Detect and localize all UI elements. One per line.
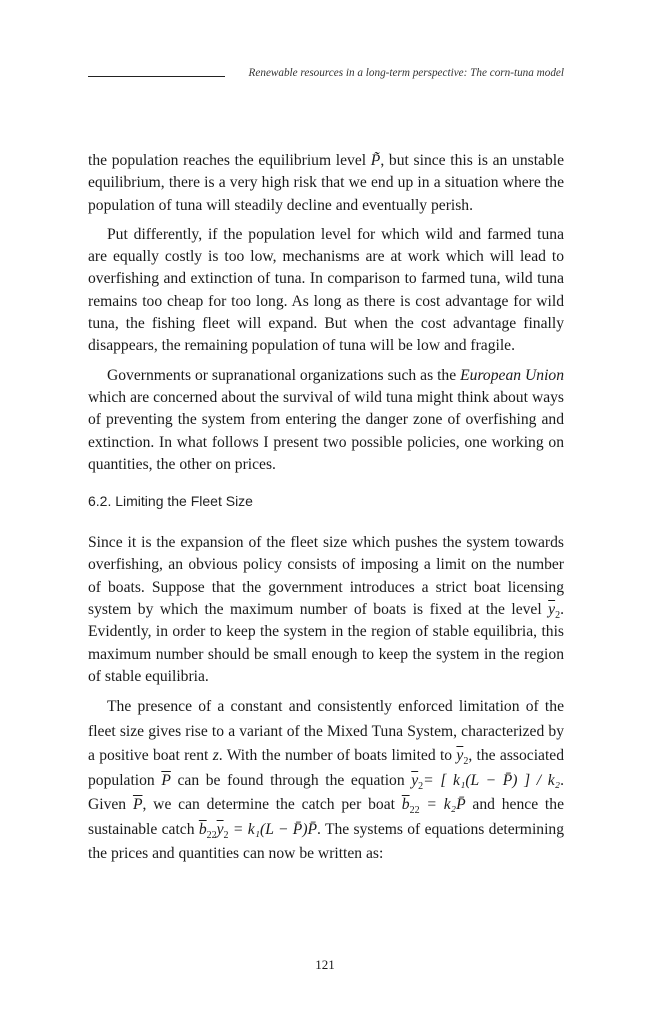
header-rule — [88, 76, 225, 77]
math-p-bar: $\overline{P}$ — [161, 771, 171, 789]
math-b-bar: $\overline{b}$ — [198, 820, 207, 838]
paragraph-2: Put differently, if the population level for which wild and farmed tuna are equally costly is too low, mechanisms are at work which will lead to overfishing and extinction of tuna. In comparison to farmed tuna, wild tuna remains too cheap for too long. As long as there is cost advantage for wild tuna, the fishing fleet will expand. But when the cost advantage finally disappears, the remaining population of tuna will be low and fragile. — [88, 225, 564, 355]
math-p-bar: $\overline{P}$ — [132, 796, 143, 814]
math-equation-1: = [ k₁(L − P̄) ] / k₂ — [423, 771, 561, 789]
paragraph-1: the population reaches the equilibrium level P̃, but since this is an unstable equilibrium, there is a very high risk that we end up in a situation where the population of tuna will steadily decline and eventually perish. — [88, 152, 564, 214]
math-z: z — [212, 747, 219, 765]
paragraph-5: The presence of a constant and consistently enforced limitation of the fleet size gives rise to a variant of the Mixed Tuna System, characterized by a positive boat rent z. With the number of boats limited to $\overline{y}_2$, the associated population $\overline{P}$ can be found through the equation $\overline{y}_2=$ [ k₁(L − P̄) ] / k₂. Given $\overline{P}$, we can determine the catch per boat $\overline{b}_{22}$ = k₂P̄ and hence the sustainable catch $\overline{b}_{22}\overline{y}_2 = k_1(L$ − P̄)P̄. The systems of equations determining the prices and quantities can now be written as: — [88, 698, 565, 863]
page-body — [88, 0, 564, 1013]
math-y-bar: $\overline{y}$ — [548, 601, 556, 619]
math-b-bar: $\overline{b}$ — [401, 796, 410, 814]
page-number: 121 — [315, 956, 335, 972]
running-header: Renewable resources in a long-term perspective: The corn-tuna model — [248, 67, 564, 79]
math-y-bar: $\overline{y}$ — [411, 771, 419, 789]
math-equation-2: = k₂P̄ — [419, 796, 466, 814]
math-equation-3: = k₁(L − P̄)P̄ — [228, 820, 318, 838]
math-y-bar: $\overline{y}$ — [216, 820, 224, 838]
header — [88, 66, 564, 80]
section-heading: 6.2. Limiting the Fleet Size — [88, 493, 253, 510]
math-p-tilde: P̃ — [370, 152, 381, 169]
paragraph-4: Since it is the expansion of the fleet size which pushes the system towards overfishing, an obvious policy consists of imposing a limit on the number of boats. Suppose that the government introduces a strict boat licensing system by which the maximum number of boats is fixed at the level $\overline{y}_2$. Evidently, in order to keep the system in the region of stable equilibria, this maximum number should be small enough to keep the system in the region of stable equilibria. — [88, 534, 564, 685]
math-y-bar: $\overline{y}$ — [456, 747, 464, 765]
emphasis-european-union: European Union — [460, 366, 564, 384]
paragraph-3: Governments or supranational organizations such as the European Union which are concerned about the survival of wild tuna might think about ways of preventing the system from entering the danger zone of overfishing and extinction. In what follows I present two possible policies, one working on quantities, the other on prices. — [88, 366, 564, 473]
